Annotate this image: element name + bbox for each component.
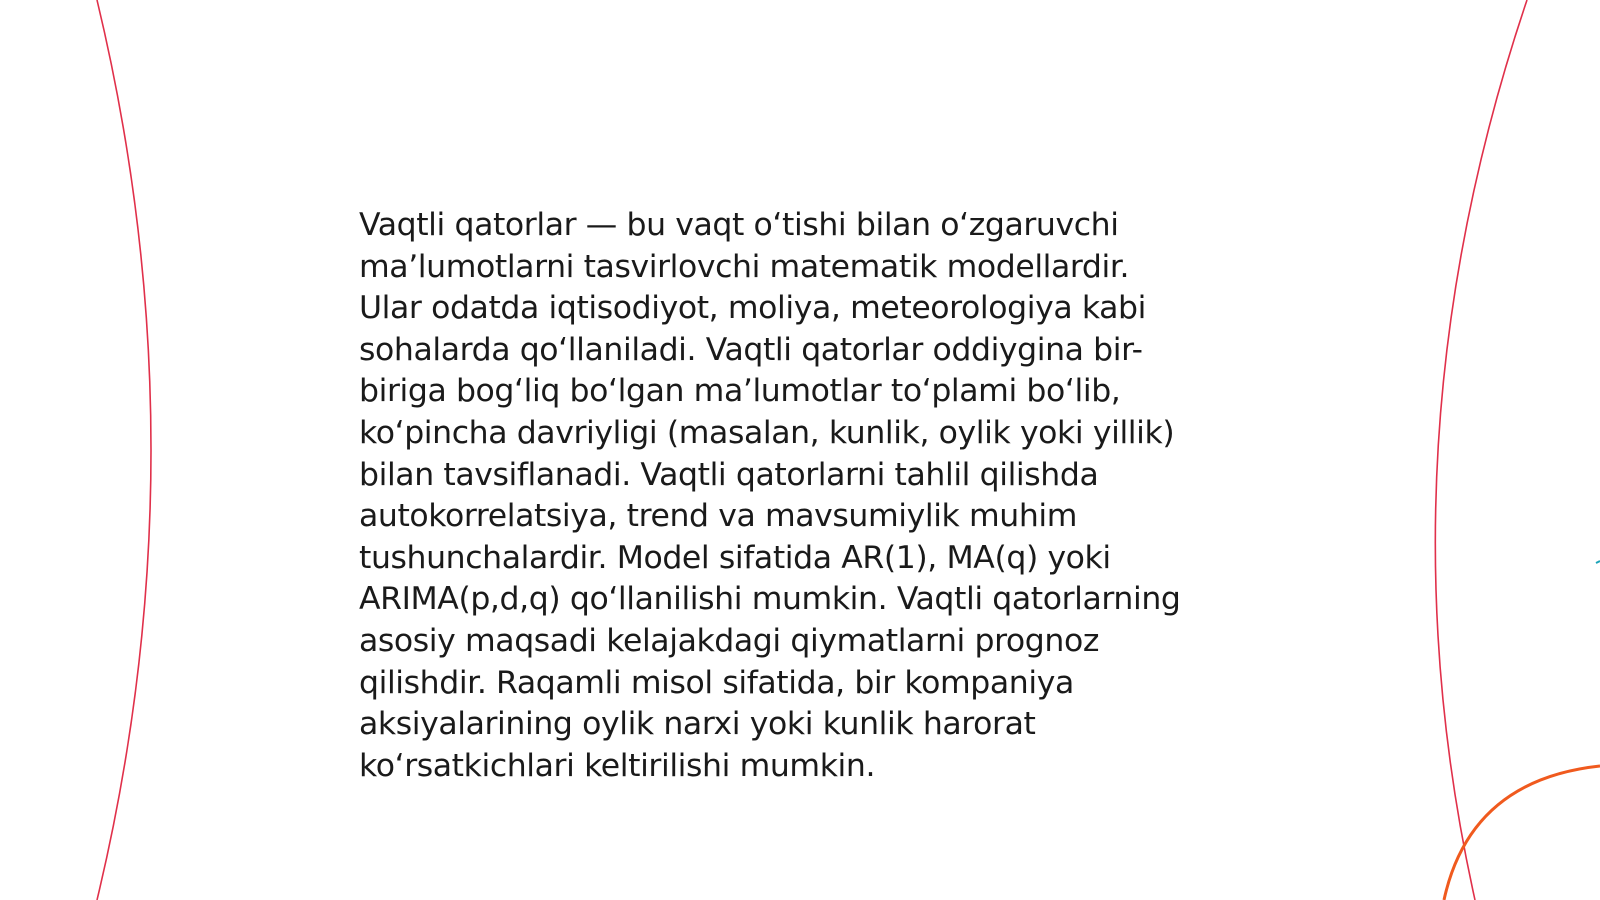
left-curve xyxy=(97,0,151,900)
orange-arc xyxy=(1444,766,1600,900)
right-curve xyxy=(1435,0,1527,900)
slide-body-text: Vaqtli qatorlar — bu vaqt o‘tishi bilan o‘zgaruvchi ma’lumotlarni tasvirlovchi matematik modellardir. Ular odatda iqtisodiyot, moliya, meteorologiya kabi sohalarda qo‘llaniladi. Vaqtli qatorlar oddiygina bir- biriga bog‘liq bo‘lgan ma’lumotlar to‘plami bo‘lib, ko‘pincha davriyligi (masalan, kunlik, oylik yoki yillik) bilan tavsiflanadi. Vaqtli qatorlarni tahlil qilishda autokorrelatsiya, trend va mavsumiylik muhim tushunchalardir. Model sifatida AR(1), MA(q) yoki ARIMA(p,d,q) qo‘llanilishi mumkin. Vaqtli qatorlarning asosiy maqsadi kelajakdagi qiymatlarni prognoz qilishdir. Raqamli misol sifatida, bir kompaniya aksiyalarining oylik narxi yoki kunlik harorat ko‘rsatkichlari keltirilishi mumkin. xyxy=(359,207,1181,784)
teal-mark xyxy=(1596,561,1600,563)
